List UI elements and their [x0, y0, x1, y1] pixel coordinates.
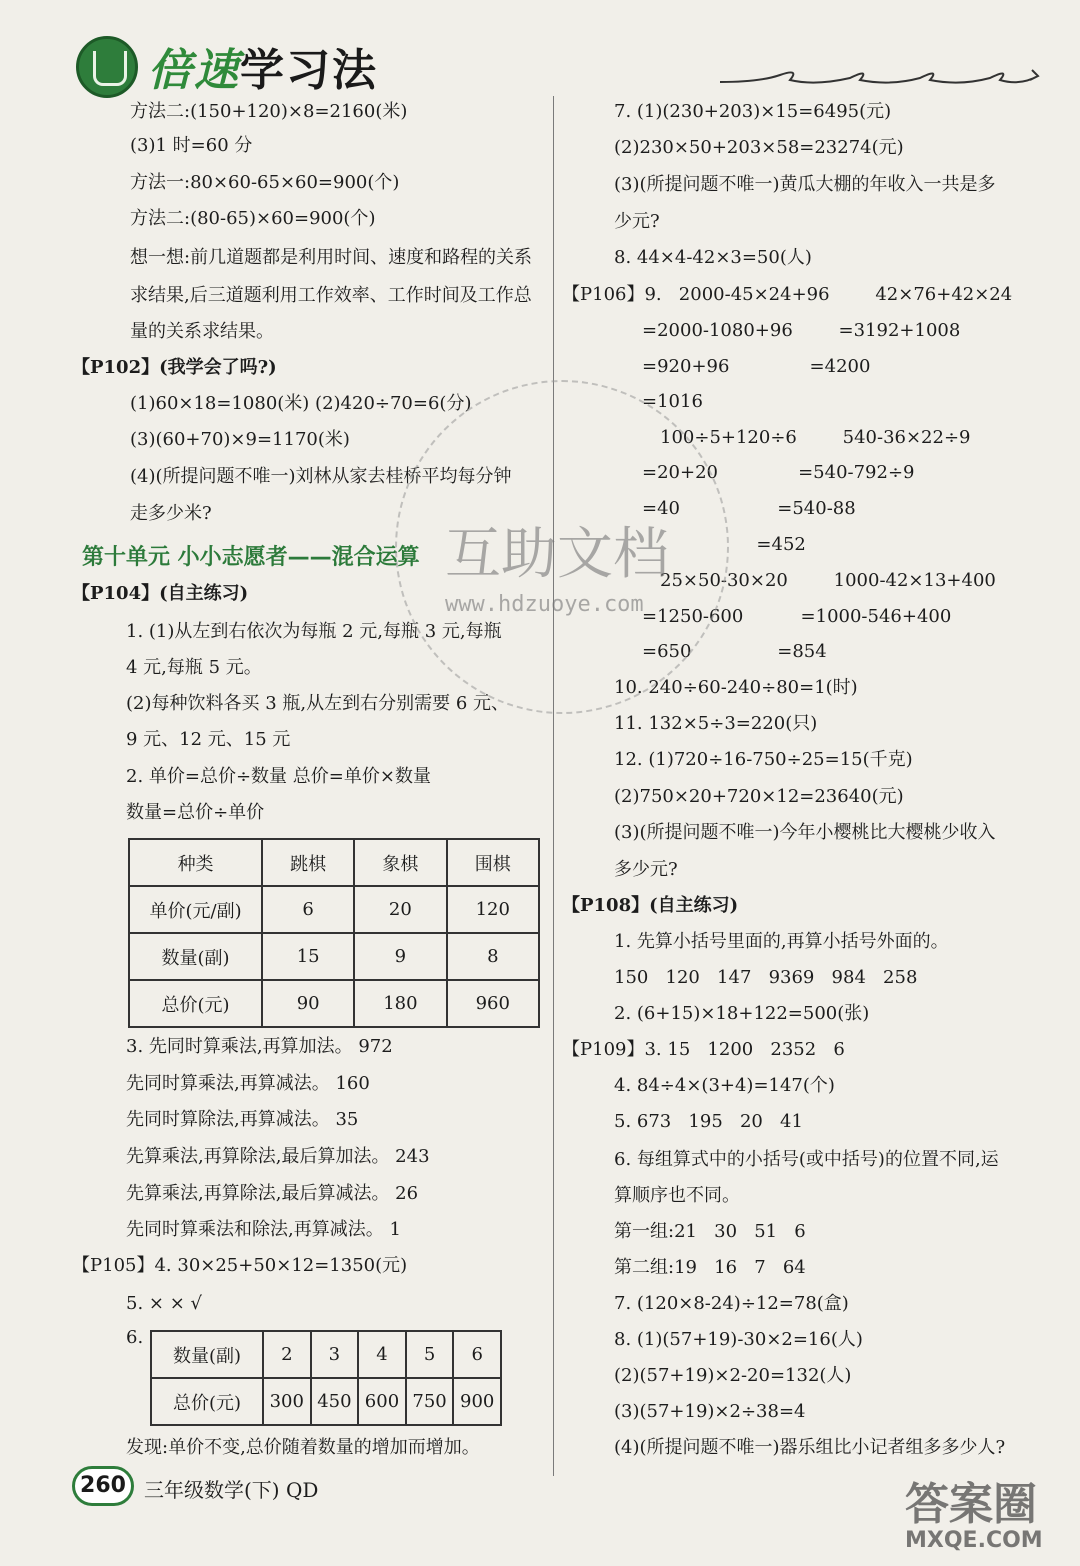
answer-line: 少元? — [614, 211, 660, 232]
stamp-title: 答案圈 — [905, 1479, 1037, 1530]
table-cell: 15 — [262, 933, 354, 980]
answer-line: (1)60×18=1080(米) (2)420÷70=6(分) — [130, 393, 472, 414]
table-cell: 9 — [354, 933, 446, 980]
answer-line: 1. (1)从左到右依次为每瓶 2 元,每瓶 3 元,每瓶 — [126, 621, 502, 642]
table-cell: 5 — [406, 1331, 454, 1378]
answer-line: (3)(所提问题不唯一)黄瓜大棚的年收入一共是多 — [614, 174, 996, 195]
page-header — [0, 0, 1080, 100]
answer-line: 走多少米? — [130, 503, 212, 524]
answer-line: 12. (1)720÷16-750÷25=15(千克) — [614, 749, 913, 770]
table-cell: 种类 — [129, 839, 262, 886]
answer-line: 多少元? — [614, 859, 678, 880]
table-cell: 总价(元) — [151, 1378, 263, 1425]
table-cell: 900 — [453, 1378, 501, 1425]
table-cell: 跳棋 — [262, 839, 354, 886]
answer-line: =1250-600 =1000-546+400 — [642, 606, 952, 627]
answer-line: 先同时算乘法和除法,再算减法。 1 — [126, 1219, 401, 1240]
answer-line: 8. (1)(57+19)-30×2=16(人) — [614, 1329, 863, 1350]
page-ref-tag: 【P108】(自主练习) — [562, 895, 739, 916]
column-divider — [553, 96, 554, 1476]
table-cell: 数量(副) — [129, 933, 262, 980]
table-cell: 750 — [406, 1378, 454, 1425]
answer-line: (3)(60+70)×9=1170(米) — [130, 429, 350, 450]
answer-line: 量的关系求结果。 — [130, 321, 274, 342]
quantity-price-table — [150, 1330, 502, 1426]
answer-line: (4)(所提问题不唯一)器乐组比小记者组多多少人? — [614, 1437, 1006, 1458]
stamp-url: MXQE.COM — [905, 1528, 1043, 1553]
brand-title — [148, 34, 378, 98]
brand-part-a: 倍速 — [148, 45, 240, 96]
answer-line: 11. 132×5÷3=220(只) — [614, 713, 818, 734]
table-cell: 960 — [447, 980, 539, 1027]
answer-line: (3)(57+19)×2÷38=4 — [614, 1401, 806, 1422]
table-cell: 8 — [447, 933, 539, 980]
answer-line: =40 =540-88 — [642, 498, 856, 519]
answer-line: 7. (1)(230+203)×15=6495(元) — [614, 101, 892, 122]
answer-line: 6. — [126, 1327, 144, 1348]
answer-line: =1016 — [642, 391, 703, 412]
answer-line: 【P106】9. 2000-45×24+96 42×76+42×24 — [562, 284, 1013, 305]
chess-price-table — [128, 838, 540, 1028]
answer-line: 求结果,后三道题利用工作效率、工作时间及工作总 — [130, 285, 532, 306]
answer-line: 想一想:前几道题都是利用时间、速度和路程的关系 — [130, 247, 533, 268]
table-cell: 数量(副) — [151, 1331, 263, 1378]
answer-line: 3. 先同时算乘法,再算加法。 972 — [126, 1036, 393, 1057]
table-cell: 象棋 — [354, 839, 446, 886]
table-cell: 总价(元) — [129, 980, 262, 1027]
answer-line: 第一组:21 30 51 6 — [614, 1221, 806, 1242]
answer-line: 第二组:19 16 7 64 — [614, 1257, 806, 1278]
table-cell: 2 — [263, 1331, 311, 1378]
answer-line: (2)(57+19)×2-20=132(人) — [614, 1365, 852, 1386]
answer-line: 先同时算乘法,再算减法。 160 — [126, 1073, 370, 1094]
answer-line: 4 元,每瓶 5 元。 — [126, 657, 262, 678]
answer-line: 6. 每组算式中的小括号(或中括号)的位置不同,运 — [614, 1149, 999, 1170]
answer-line: =2000-1080+96 =3192+1008 — [642, 320, 961, 341]
answer-line: 方法一:80×60-65×60=900(个) — [130, 172, 400, 193]
answer-line: 先算乘法,再算除法,最后算减法。 26 — [126, 1183, 419, 1204]
answer-line: 发现:单价不变,总价随着数量的增加而增加。 — [126, 1437, 480, 1458]
answer-line: 4. 84÷4×(3+4)=147(个) — [614, 1075, 835, 1096]
answer-line: 算顺序也不同。 — [614, 1185, 740, 1206]
answer-line: (4)(所提问题不唯一)刘林从家去桂桥平均每分钟 — [130, 466, 512, 487]
answer-line: 25×50-30×20 1000-42×13+400 — [660, 570, 996, 591]
answer-line: (2)230×50+203×58=23274(元) — [614, 137, 904, 158]
answer-line: 5. 673 195 20 41 — [614, 1111, 803, 1132]
answer-line: 9 元、12 元、15 元 — [126, 729, 291, 750]
answer-line: 数量=总价÷单价 — [126, 802, 265, 823]
answer-line: (3)(所提问题不唯一)今年小樱桃比大樱桃少收入 — [614, 822, 996, 843]
table-cell: 450 — [311, 1378, 359, 1425]
table-cell: 180 — [354, 980, 446, 1027]
answer-line: 【P109】3. 15 1200 2352 6 — [562, 1039, 845, 1060]
answer-line: 2. 单价=总价÷数量 总价=单价×数量 — [126, 766, 431, 787]
answer-line: 方法二:(150+120)×8=2160(米) — [130, 101, 408, 122]
answer-line: 100÷5+120÷6 540-36×22÷9 — [660, 427, 971, 448]
answer-line: =920+96 =4200 — [642, 356, 871, 377]
answer-line: 1. 先算小括号里面的,再算小括号外面的。 — [614, 931, 949, 952]
table-cell: 3 — [311, 1331, 359, 1378]
watermark-title: 互助文档 — [445, 522, 669, 587]
answer-line: =20+20 =540-792÷9 — [642, 462, 915, 483]
answer-line: 8. 44×4-42×3=50(人) — [614, 247, 812, 268]
answer-line: =650 =854 — [642, 641, 827, 662]
table-cell: 4 — [358, 1331, 406, 1378]
book-logo-icon — [76, 36, 138, 98]
answer-line: (2)每种饮料各买 3 瓶,从左到右分别需要 6 元、 — [126, 693, 510, 714]
answer-line: 方法二:(80-65)×60=900(个) — [130, 208, 376, 229]
table-cell: 300 — [263, 1378, 311, 1425]
page-ref-tag: 【P102】(我学会了吗?) — [72, 357, 277, 378]
table-cell: 单价(元/副) — [129, 886, 262, 933]
book-title: 三年级数学(下) QD — [144, 1478, 319, 1502]
table-cell: 6 — [453, 1331, 501, 1378]
answer-line: (2)750×20+720×12=23640(元) — [614, 786, 904, 807]
brand-part-b: 学习法 — [240, 45, 378, 96]
page-ref-tag: 【P104】(自主练习) — [72, 583, 249, 604]
table-cell: 20 — [354, 886, 446, 933]
answer-line: (3)1 时=60 分 — [130, 135, 253, 156]
answer-line: 10. 240÷60-240÷80=1(时) — [614, 677, 858, 698]
answer-line: =452 — [642, 534, 806, 555]
table-cell: 120 — [447, 886, 539, 933]
answer-line: 2. (6+15)×18+122=500(张) — [614, 1003, 870, 1024]
answer-line: 7. (120×8-24)÷12=78(盒) — [614, 1293, 849, 1314]
answer-line: 5. × × √ — [126, 1293, 202, 1314]
watermark-url: www.hdzuoye.com — [445, 592, 644, 617]
table-cell: 6 — [262, 886, 354, 933]
decorative-swirl-icon — [720, 60, 1050, 90]
answer-line: 150 120 147 9369 984 258 — [614, 967, 918, 988]
answer-line: 先算乘法,再算除法,最后算加法。 243 — [126, 1146, 430, 1167]
answer-line: 先同时算除法,再算减法。 35 — [126, 1109, 359, 1130]
page-number: 260 — [72, 1466, 134, 1506]
table-cell: 围棋 — [447, 839, 539, 886]
table-cell: 90 — [262, 980, 354, 1027]
corner-stamp-logo — [905, 1468, 1043, 1553]
table-cell: 600 — [358, 1378, 406, 1425]
unit-heading: 第十单元 小小志愿者——混合运算 — [82, 545, 420, 570]
answer-line: 【P105】4. 30×25+50×12=1350(元) — [72, 1255, 408, 1276]
